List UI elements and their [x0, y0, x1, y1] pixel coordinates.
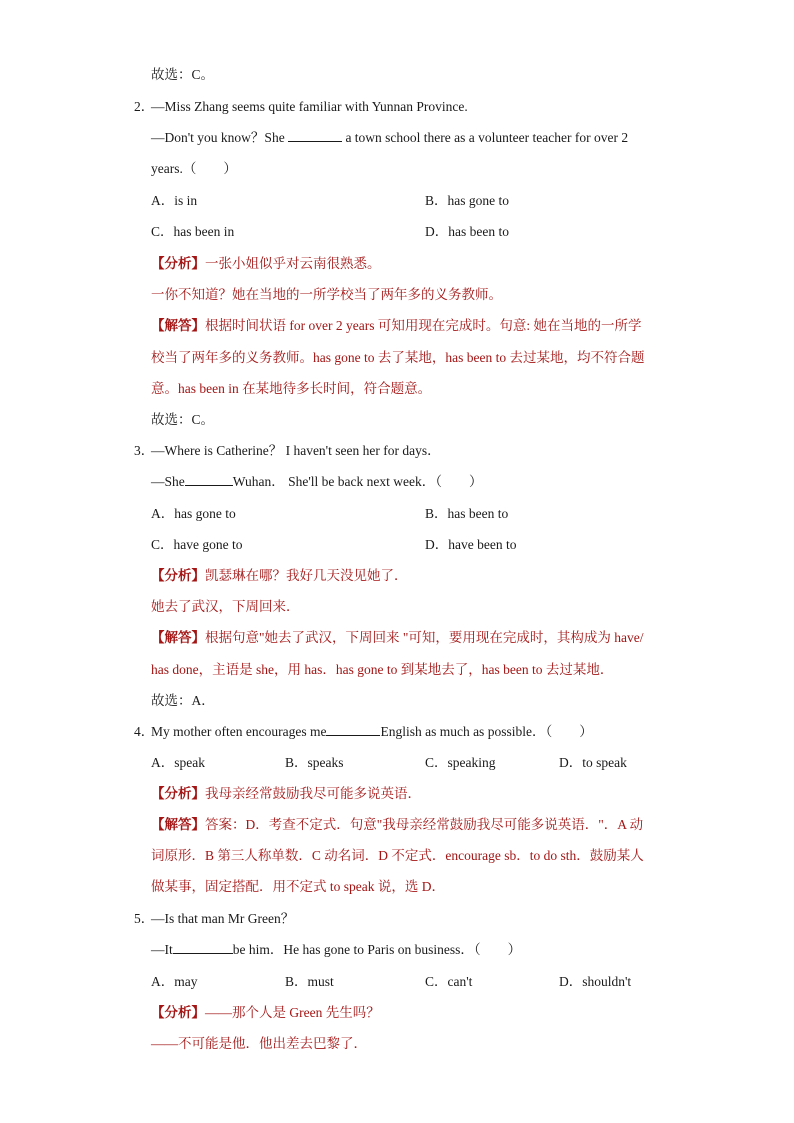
analysis-text: 我母亲经常鼓励我尽可能多说英语．: [205, 786, 421, 801]
solution-line: 意。has been in 在某地待多长时间，符合题意。: [151, 381, 432, 396]
analysis-line: [151, 785, 421, 803]
question-3-line: —Where is Catherine？ I haven't seen her for days．: [151, 443, 441, 458]
solution-line: has done，主语是 she，用 has．has gone to 到某地去了，has been to 去过某地．: [151, 662, 614, 677]
option-b: B．has been to: [425, 506, 509, 521]
option-c: C．have gone to: [151, 537, 243, 552]
question-text: Wuhan． She'll be back next week．（ ）: [232, 474, 483, 489]
solution-tag: 【解答】: [151, 817, 205, 832]
analysis-tag: 【分析】: [151, 568, 205, 583]
question-3-number: 3．: [134, 443, 155, 458]
solution-tag: 【解答】: [151, 318, 205, 333]
question-text: a town school there as a volunteer teacher for over 2: [345, 130, 629, 145]
question-3-line: [151, 473, 482, 491]
question-2-line: —Miss Zhang seems quite familiar with Yunnan Province.: [151, 99, 468, 114]
solution-line: [151, 629, 644, 647]
question-2-number: 2．: [134, 99, 155, 114]
question-2-line: [151, 129, 628, 147]
option-c: C．speaking: [425, 755, 496, 770]
question-5-line: [151, 941, 521, 959]
solution-text: 根据时间状语 for over 2 years 可知用现在完成时。句意: 她在当地的一所学: [205, 318, 642, 333]
question-5-line: —Is that man Mr Green？: [151, 911, 295, 926]
option-c: C．can't: [425, 974, 473, 989]
solution-tag: 【解答】: [151, 630, 205, 645]
analysis-line: 一你不知道？她在当地的一所学校当了两年多的义务教师。: [151, 287, 502, 302]
option-a: A．may: [151, 974, 198, 989]
question-text: be him．He has gone to Paris on business．（ ）: [232, 942, 522, 957]
option-d: D．has been to: [425, 224, 509, 239]
analysis-text: 凯瑟琳在哪？我好几天没见她了．: [205, 568, 408, 583]
solution-line: 校当了两年多的义务教师。has gone to 去了某地，has been to 去过某地，均不符合题: [151, 350, 645, 365]
analysis-line: ——不可能是他．他出差去巴黎了．: [151, 1036, 367, 1051]
option-b: B．speaks: [285, 755, 344, 770]
analysis-line: [151, 255, 381, 273]
option-d: D．shouldn't: [559, 974, 632, 989]
question-2-line: years.（ ）: [151, 161, 237, 176]
solution-line: 词原形．B 第三人称单数．C 动名词．D 不定式．encourage sb．to do sth．鼓励某人: [151, 848, 644, 863]
option-d: D．to speak: [559, 755, 627, 770]
solution-line: 做某事，固定搭配．用不定式 to speak 说，选 D．: [151, 879, 445, 894]
question-text: —Don't you know？She: [151, 130, 285, 145]
option-c: C．has been in: [151, 224, 235, 239]
option-b: B．has gone to: [425, 193, 509, 208]
analysis-line: [151, 1004, 380, 1022]
answer-blank: [288, 129, 342, 142]
question-text: English as much as possible．（ ）: [380, 724, 593, 739]
solution-text: 根据句意"她去了武汉，下周回来 "可知，要用现在完成时，其构成为 have/: [205, 630, 644, 645]
analysis-text: 一张小姐似乎对云南很熟悉。: [205, 256, 381, 271]
analysis-tag: 【分析】: [151, 1005, 205, 1020]
answer-line: 故选：C。: [151, 67, 215, 82]
option-a: A．speak: [151, 755, 205, 770]
option-d: D．have been to: [425, 537, 517, 552]
option-a: A．has gone to: [151, 506, 236, 521]
question-4-line: [151, 723, 593, 741]
answer-blank: [185, 473, 233, 486]
answer-line: 故选：C。: [151, 412, 215, 427]
option-a: A．is in: [151, 193, 198, 208]
question-text: —It: [151, 942, 173, 957]
analysis-line: 她去了武汉，下周回来．: [151, 599, 300, 614]
analysis-tag: 【分析】: [151, 786, 205, 801]
question-4-number: 4．: [134, 724, 155, 739]
solution-line: [151, 816, 643, 834]
analysis-line: [151, 567, 408, 585]
answer-line: 故选：A．: [151, 693, 215, 708]
analysis-tag: 【分析】: [151, 256, 205, 271]
solution-text: 答案：D．考查不定式．句意"我母亲经常鼓励我尽可能多说英语．"．A 动: [205, 817, 644, 832]
question-text: My mother often encourages me: [151, 724, 327, 739]
solution-line: [151, 317, 641, 335]
question-text: —She: [151, 474, 185, 489]
option-b: B．must: [285, 974, 334, 989]
answer-blank: [326, 723, 380, 736]
question-5-number: 5．: [134, 911, 155, 926]
analysis-text: ——那个人是 Green 先生吗？: [205, 1005, 380, 1020]
answer-blank: [173, 941, 233, 954]
